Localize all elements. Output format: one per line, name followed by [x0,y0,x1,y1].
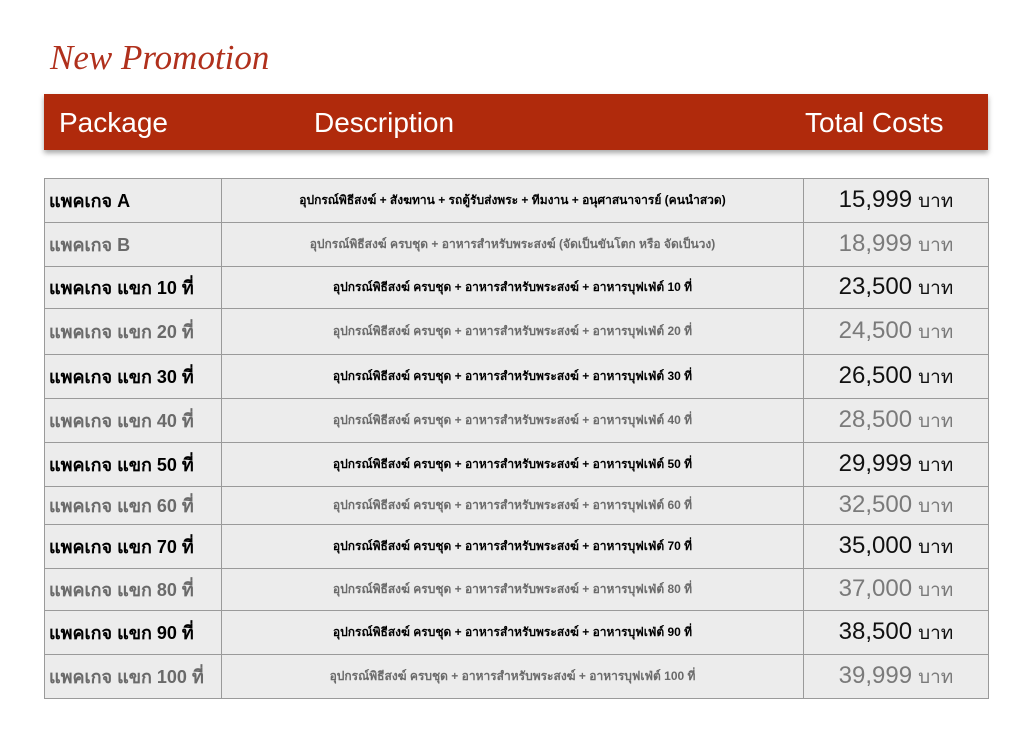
package-price: 39,999 [838,661,913,689]
package-price: 15,999 [838,185,913,213]
currency-unit: บาท [918,495,954,517]
package-price-cell [804,223,989,267]
package-description: อุปกรณ์พิธีสงฆ์ ครบชุด + อาหารสำหรับพระสงฆ์ + อาหารบุฟเฟ่ต์ 80 ที่ [222,569,804,611]
currency-unit: บาท [918,321,954,343]
package-price: 29,999 [838,449,913,477]
table-row [45,223,989,267]
package-price-cell [804,655,989,699]
currency-unit: บาท [918,454,954,476]
package-name: แพคเกจ แขก 100 ที่ [45,655,222,699]
package-description: อุปกรณ์พิธีสงฆ์ ครบชุด + อาหารสำหรับพระสงฆ์ (จัดเป็นขันโตก หรือ จัดเป็นวง) [222,223,804,267]
currency-unit: บาท [918,536,954,558]
package-price-cell [804,179,989,223]
header-package-label: Package [59,107,168,138]
package-name: แพคเกจ A [45,179,222,223]
package-price-cell [804,525,989,569]
package-description: อุปกรณ์พิธีสงฆ์ ครบชุด + อาหารสำหรับพระสงฆ์ + อาหารบุฟเฟ่ต์ 30 ที่ [222,355,804,399]
package-description: อุปกรณ์พิธีสงฆ์ ครบชุด + อาหารสำหรับพระสงฆ์ + อาหารบุฟเฟ่ต์ 90 ที่ [222,611,804,655]
currency-unit: บาท [918,234,954,256]
pricing-table [44,178,989,699]
table-row [45,525,989,569]
package-name: แพคเกจ แขก 50 ที่ [45,443,222,487]
package-description: อุปกรณ์พิธีสงฆ์ ครบชุด + อาหารสำหรับพระสงฆ์ + อาหารบุฟเฟ่ต์ 10 ที่ [222,267,804,309]
package-price-cell [804,355,989,399]
package-name: แพคเกจ แขก 40 ที่ [45,399,222,443]
currency-unit: บาท [918,622,954,644]
package-price-cell [804,569,989,611]
package-description: อุปกรณ์พิธีสงฆ์ ครบชุด + อาหารสำหรับพระสงฆ์ + อาหารบุฟเฟ่ต์ 100 ที่ [222,655,804,699]
table-row [45,267,989,309]
package-name: แพคเกจ แขก 30 ที่ [45,355,222,399]
package-description: อุปกรณ์พิธีสงฆ์ ครบชุด + อาหารสำหรับพระสงฆ์ + อาหารบุฟเฟ่ต์ 60 ที่ [222,487,804,525]
page-title: New Promotion [50,38,270,77]
table-row [45,611,989,655]
package-description: อุปกรณ์พิธีสงฆ์ ครบชุด + อาหารสำหรับพระสงฆ์ + อาหารบุฟเฟ่ต์ 20 ที่ [222,309,804,355]
table-row [45,569,989,611]
package-price-cell [804,267,989,309]
package-price: 24,500 [838,316,913,344]
currency-unit: บาท [918,277,954,299]
package-description: อุปกรณ์พิธีสงฆ์ ครบชุด + อาหารสำหรับพระสงฆ์ + อาหารบุฟเฟ่ต์ 40 ที่ [222,399,804,443]
package-price: 23,500 [838,272,913,300]
table-row [45,355,989,399]
package-price: 37,000 [838,574,913,602]
package-price-cell [804,443,989,487]
package-description: อุปกรณ์พิธีสงฆ์ ครบชุด + อาหารสำหรับพระสงฆ์ + อาหารบุฟเฟ่ต์ 50 ที่ [222,443,804,487]
package-name: แพคเกจ แขก 80 ที่ [45,569,222,611]
package-price: 38,500 [838,617,913,645]
package-price-cell [804,611,989,655]
table-row [45,443,989,487]
package-description: อุปกรณ์พิธีสงฆ์ ครบชุด + อาหารสำหรับพระสงฆ์ + อาหารบุฟเฟ่ต์ 70 ที่ [222,525,804,569]
currency-unit: บาท [918,190,954,212]
table-row [45,399,989,443]
header-description-label: Description [314,107,455,138]
package-price: 18,999 [838,229,913,257]
package-name: แพคเกจ แขก 10 ที่ [45,267,222,309]
package-name: แพคเกจ B [45,223,222,267]
table-row [45,487,989,525]
table-row [45,179,989,223]
package-name: แพคเกจ แขก 20 ที่ [45,309,222,355]
currency-unit: บาท [918,410,954,432]
table-row [45,655,989,699]
package-description: อุปกรณ์พิธีสงฆ์ + สังฆทาน + รถตู้รับส่งพระ + ทีมงาน + อนุศาสนาจารย์ (คนนำสวด) [222,179,804,223]
package-price: 32,500 [838,490,913,518]
package-price: 26,500 [838,361,913,389]
package-name: แพคเกจ แขก 70 ที่ [45,525,222,569]
package-price-cell [804,309,989,355]
package-price: 35,000 [838,531,913,559]
package-price: 28,500 [838,405,913,433]
table-row [45,309,989,355]
currency-unit: บาท [918,666,954,688]
package-name: แพคเกจ แขก 60 ที่ [45,487,222,525]
package-price-cell [804,487,989,525]
header-total-costs-label: Total Costs [805,107,944,138]
currency-unit: บาท [918,579,954,601]
package-name: แพคเกจ แขก 90 ที่ [45,611,222,655]
table-header-bar [44,94,988,150]
package-price-cell [804,399,989,443]
currency-unit: บาท [918,366,954,388]
